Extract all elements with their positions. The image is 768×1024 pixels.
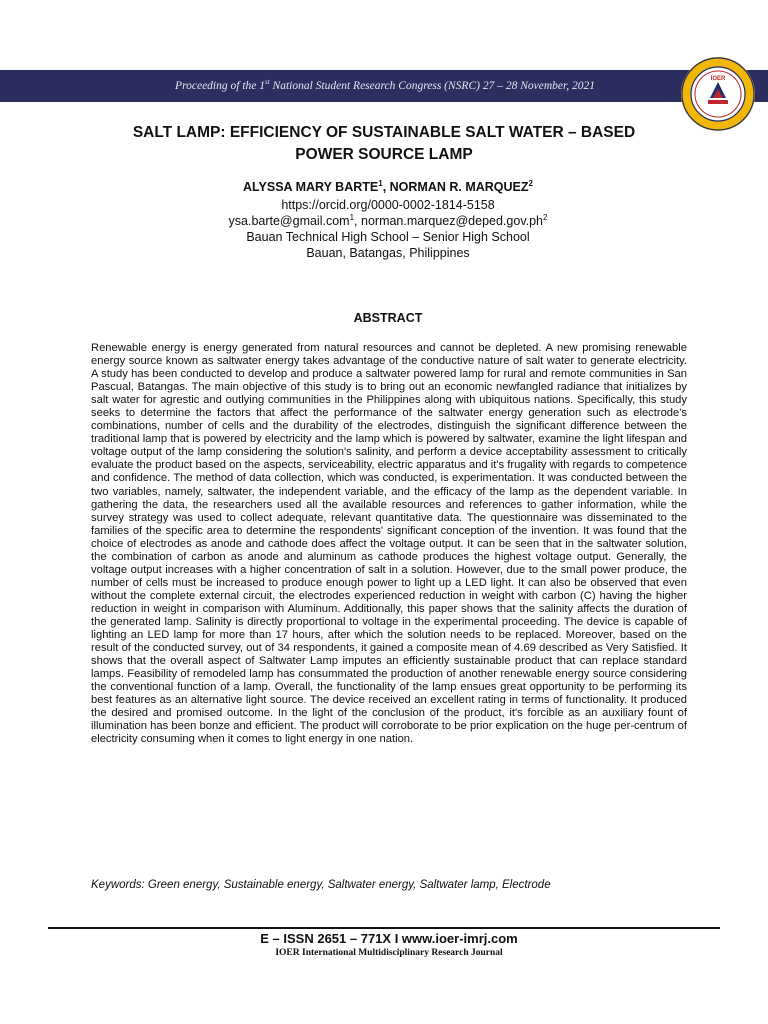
abstract-heading: ABSTRACT: [353, 311, 423, 325]
header-banner: [0, 70, 768, 102]
journal-name: IOER International Multidisciplinary Research Journal: [275, 948, 503, 958]
footer-rule: [48, 927, 720, 929]
affiliation-school: Bauan Technical High School – Senior High School: [246, 230, 530, 244]
ioer-seal-logo: [680, 56, 756, 132]
proceeding-line: Proceeding of the 1st National Student Research Congress (NSRC) 27 – 28 November, 2021: [175, 78, 595, 92]
paper-title: [60, 122, 708, 166]
email-1[interactable]: ysa.barte@gmail.com: [228, 214, 350, 228]
author-emails: ysa.barte@gmail.com$^1$, $norman.marquez@deped.gov.ph^2$: [228, 212, 548, 228]
abstract-body: Renewable energy is energy generated from natural resources and cannot be depleted. A new promising renewable energy source known as saltwater energy takes advantage of the conductive nature of salt water to generate electricity. A study has been conducted to develop and produce a saltwater powered lamp for rural and remote communities in San Pascual, Batangas. The main objective of this study is to bring out an economic newfangled radiance that initializes by salt water for agrestic and outlying communities in the Philippines along with ubiquitous nations. Specifically, this study seeks to determine the factors that affect the performance of the saltwater energy generation such as electrode's combinations, number of cells and the durability of the electrodes, distinguish the significant difference between the traditional lamp that is powered by electricity and the lamp which is powered by saltwater, examine the light lifespan and voltage output of the lamp considering the solution's salinity, and perform a device acceptability assessment to critically evaluate the product based on the aspects, serviceability, electric apparatus and it's frugality with regards to competence and confidence. The method of data collection, which was conducted, is experimentation. It was conducted between the two variables, namely, saltwater, the independent variable, and the efficacy of the lamp as the dependent variable. In gathering the data, the researchers used all the available resources and references to gather information, while the survey strategy was used to collect adequate, relevant quantitative data. The questionnaire was disseminated to the families of the specific area to determine the respondents' significant conception of the invention. It was found that the choice of electrodes as anode and cathode does affect the voltage output. It can be seen that in the saltwater solution, the combination of carbon as anode and aluminum as cathode produces the highest voltage output. Generally, the voltage output increases with a higher concentration of salt in a solution. However, due to the small power produce, the number of cells must be increased to produce enough power to light up a LED light. It can also be observed that even without the complete external circuit, the electrodes experienced reduction in weight with carbon (C) having the higher reduction in weight in comparison with Aluminum. Additionally, this paper shows that the salinity affects the duration of the generated lamp. Salinity is directly proportional to voltage in the experimental proceeding. The device is capable of lighting an LED lamp for more than 17 hours, after which the solution needs to be replaced. Moreover, based on the result of the conducted survey, out of 34 respondents, it gained a composite mean of 4.69 described as Very Satisfied. It shows that the overall aspect of Saltwater Lamp imputes an efficiently sustainable product that can replace standard lamps. Feasibility of remodeled lamp has consummated the production of another renewable energy source considering the conventional function of a lamp. Overall, the functionality of the lamp ensues great opportunity to be performing its best features as an alternative light source. The device received an excellent rating in terms of functionality. It produced the desired and promised outcome. In the light of the conclusion of the product, it's forcible as an auxiliary fount of illumination has been bonze and efficient. The product will corroborate to be prior explication on the huge per-centrum of electricity consuming when it comes to light energy in one nation.: [91, 342, 687, 746]
issn-line: E – ISSN 2651 – 771X I www.ioer-imrj.com: [260, 931, 518, 946]
svg-text:IOER: IOER: [710, 76, 726, 82]
title-line-1: SALT LAMP: EFFICIENCY OF SUSTAINABLE SALT WATER – BASED: [132, 124, 636, 141]
orcid-link[interactable]: https://orcid.org/0000-0002-1814-5158: [281, 198, 495, 212]
title-line-2: POWER SOURCE LAMP: [295, 146, 473, 163]
affiliation-location: Bauan, Batangas, Philippines: [306, 246, 470, 260]
keywords-line: Keywords: Green energy, Sustainable energy, Saltwater energy, Saltwater lamp, Electrode: [91, 879, 551, 891]
email-2[interactable]: norman.marquez@deped.gov.ph: [361, 214, 544, 228]
author-names: ALYSSA MARY BARTE$^1$, NORMAN R. MARQUEZ$^2$: [243, 178, 533, 194]
